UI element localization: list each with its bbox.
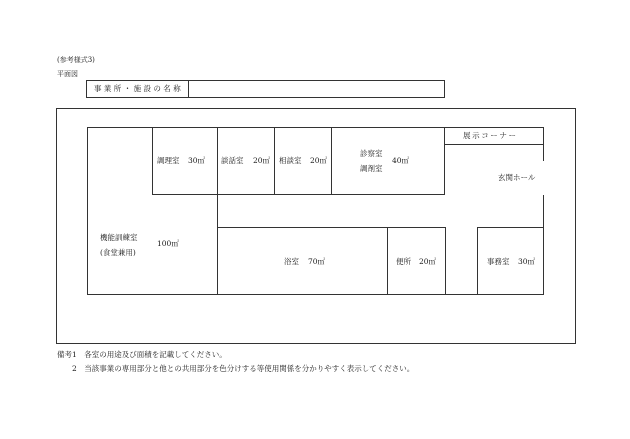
page-title: 平面図 — [57, 70, 78, 78]
room-name: 浴室 — [284, 257, 299, 266]
facility-name-table — [86, 80, 445, 98]
room-area: 30㎡ — [188, 156, 206, 165]
room-name: (食堂兼用) — [100, 248, 136, 257]
room-name: 調理室 — [157, 156, 180, 165]
room-name: 玄関ホール — [498, 173, 536, 182]
room-area: 20㎡ — [310, 156, 328, 165]
room-area: 40㎡ — [392, 156, 410, 165]
room-area: 20㎡ — [419, 257, 437, 266]
room-name: 談話室 — [221, 156, 244, 165]
room-name: 調剤室 — [360, 164, 383, 173]
facility-name-label: 事業所・施設の名称 — [94, 84, 184, 93]
note-2: 2 当該事業の専用部分と他との共用部分を色分けする等使用関係を分かりやすく表示してください。 — [72, 364, 415, 373]
table-divider — [188, 81, 189, 97]
room-name: 便所 — [396, 257, 411, 266]
room-name: 診察室 — [360, 149, 383, 158]
room-name: 展示コーナー — [463, 131, 518, 140]
room-name: 相談室 — [279, 156, 302, 165]
room-area: 20㎡ — [253, 156, 271, 165]
room-area: 70㎡ — [308, 257, 326, 266]
note-1: 備考1 各室の用途及び面積を記載してください。 — [57, 350, 227, 359]
room-name: 機能訓練室 — [100, 233, 138, 242]
room-area: 30㎡ — [518, 257, 536, 266]
room-name: 事務室 — [487, 257, 510, 266]
form-label: (参考様式3) — [57, 56, 95, 64]
room-area: 100㎡ — [157, 239, 179, 248]
